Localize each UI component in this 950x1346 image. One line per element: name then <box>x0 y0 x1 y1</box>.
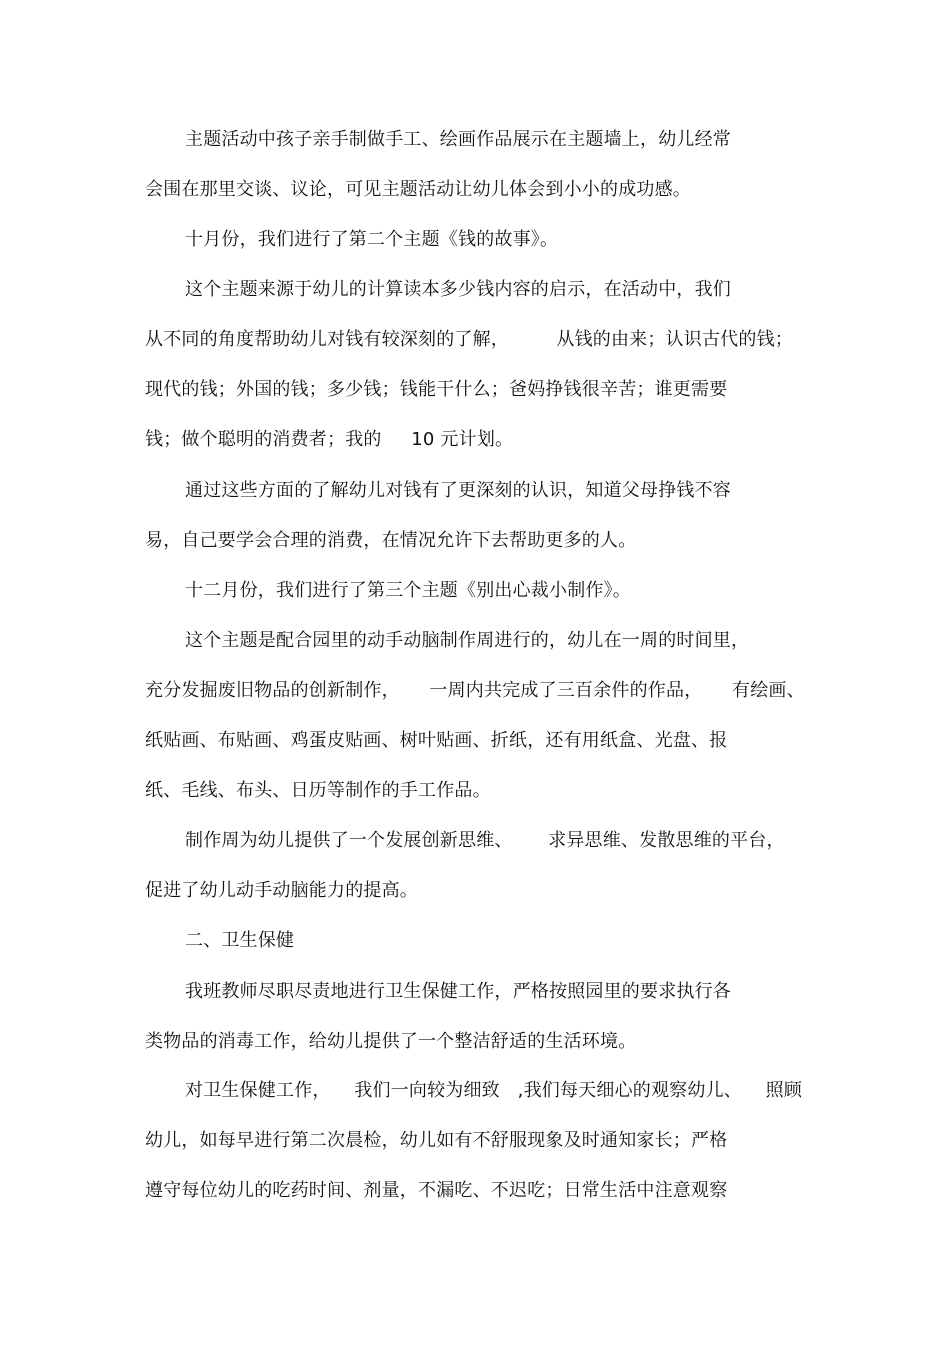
text-line: 遵守每位幼儿的吃药时间、剂量，不漏吃、不迟吃；日常生活中注意观察 <box>145 1180 728 1201</box>
text-line: 对卫生保健工作， 我们一向较为细致 ,我们每天细心的观察幼儿、 照顾 <box>185 1080 803 1101</box>
text-line: 这个主题来源于幼儿的计算读本多少钱内容的启示，在活动中，我们 <box>185 279 731 300</box>
text-line: 这个主题是配合园里的动手动脑制作周进行的，幼儿在一周的时间里， <box>185 630 750 651</box>
text-line: 充分发掘废旧物品的创新制作， 一周内共完成了三百余件的作品， 有绘画、 <box>145 680 805 701</box>
text-line: 钱；做个聪明的消费者；我的 10 元计划。 <box>145 429 514 450</box>
text-line: 纸、毛线、布头、日历等制作的手工作品。 <box>145 780 491 801</box>
text-line: 十月份，我们进行了第二个主题《钱的故事》。 <box>185 229 559 250</box>
text-line: 十二月份，我们进行了第三个主题《别出心裁小制作》。 <box>185 580 631 601</box>
text-line: 从不同的角度帮助幼儿对钱有较深刻的了解， 从钱的由来；认识古代的钱； <box>145 329 793 350</box>
text-line: 通过这些方面的了解幼儿对钱有了更深刻的认识，知道父母挣钱不容 <box>185 480 731 501</box>
section-heading: 二、卫生保健 <box>185 930 295 951</box>
text-line: 主题活动中孩子亲手制做手工、绘画作品展示在主题墙上，幼儿经常 <box>185 129 731 150</box>
text-line: 幼儿，如每早进行第二次晨检，幼儿如有不舒服现象及时通知家长；严格 <box>145 1130 728 1151</box>
text-line: 现代的钱；外国的钱；多少钱；钱能干什么；爸妈挣钱很辛苦；谁更需要 <box>145 379 728 400</box>
text-line: 我班教师尽职尽责地进行卫生保健工作，严格按照园里的要求执行各 <box>185 981 731 1002</box>
text-line: 类物品的消毒工作，给幼儿提供了一个整洁舒适的生活环境。 <box>145 1031 637 1052</box>
text-line: 会围在那里交谈、议论，可见主题活动让幼儿体会到小小的成功感。 <box>145 179 691 200</box>
text-line: 促进了幼儿动手动脑能力的提高。 <box>145 880 418 901</box>
text-line: 制作周为幼儿提供了一个发展创新思维、 求异思维、发散思维的平台， <box>185 830 785 851</box>
text-line: 易，自己要学会合理的消费，在情况允许下去帮助更多的人。 <box>145 530 637 551</box>
text-line: 纸贴画、布贴画、鸡蛋皮贴画、树叶贴画、折纸，还有用纸盒、光盘、报 <box>145 730 728 751</box>
